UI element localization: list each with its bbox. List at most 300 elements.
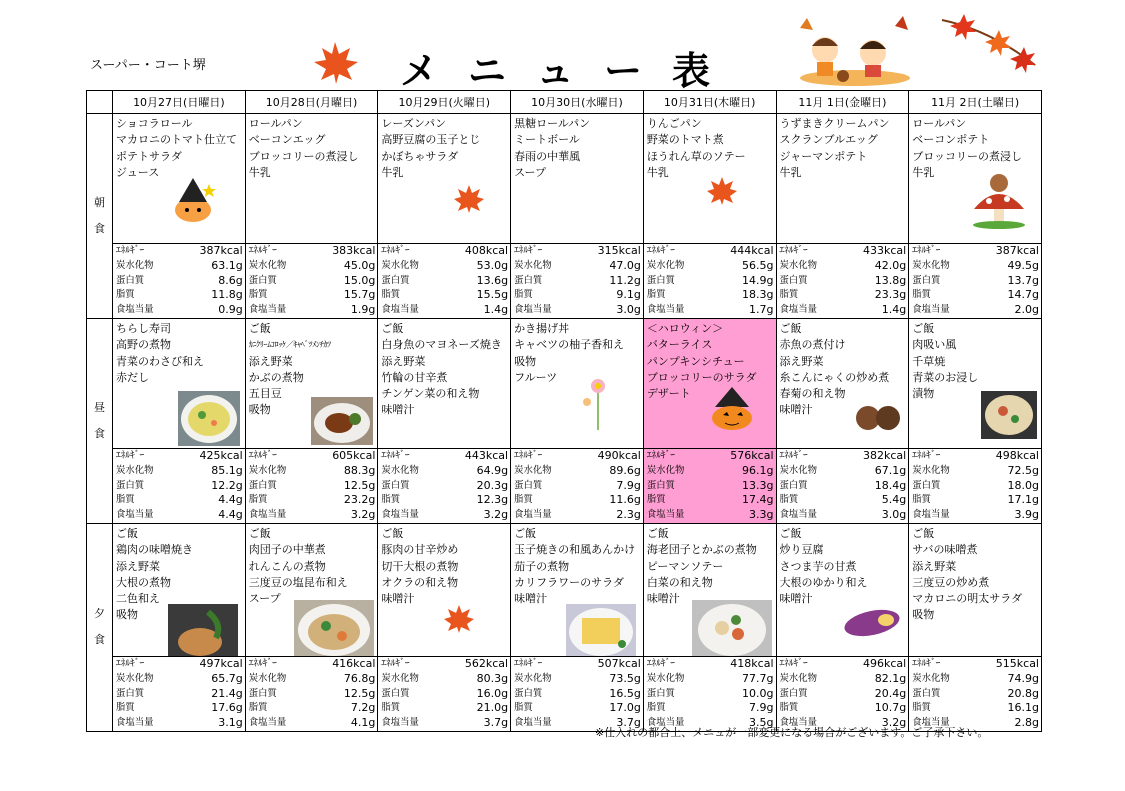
nutrition-kcal (777, 449, 909, 464)
nutrition-kcal (246, 244, 378, 259)
nutrition-label: 炭水化物 (646, 672, 685, 684)
dish-item: ちらし寿司 (116, 321, 171, 335)
meal-label-lunch (87, 318, 113, 523)
nutrition-cell (909, 448, 1042, 523)
nutrition-label: 脂質 (248, 289, 268, 301)
nutrition-fat (246, 493, 378, 508)
nutrition-label: 炭水化物 (116, 259, 154, 271)
nutrition-protein (113, 274, 245, 289)
nutrition-fat (909, 493, 1041, 508)
nutrition-label: 脂質 (381, 289, 401, 301)
dish-item: ご飯 (912, 321, 935, 335)
nutrition-kcal (113, 657, 245, 672)
nutrition-value: 80.3g (476, 671, 509, 685)
meal-row-breakfast (87, 114, 1042, 244)
nutrition-cell (378, 656, 511, 731)
dish-item: ご飯 (381, 321, 404, 335)
nutrition-protein (246, 274, 378, 289)
nutrition-carb (644, 259, 776, 274)
pumpkin-icon (709, 387, 755, 436)
nutrition-value: 12.5g (343, 686, 376, 700)
nutrition-kcal (511, 449, 643, 464)
nutrition-value: 576kcal (730, 448, 774, 462)
dish-item: 黒糖ロールパン (514, 117, 591, 130)
nutrition-label: ｴﾈﾙｷﾞｰ (514, 245, 543, 256)
dish-cell (776, 318, 909, 448)
nutrition-cell (643, 448, 776, 523)
nutrition-value: 13.7g (1007, 273, 1039, 287)
nutrition-label: 食塩当量 (248, 717, 287, 729)
nutrition-row-lunch (87, 448, 1042, 523)
nutrition-carb (909, 464, 1041, 479)
dish-item: 赤魚の煮付け (779, 338, 846, 352)
nutrition-label: 炭水化物 (116, 464, 154, 476)
dish-item: パンプキンシチュー (646, 354, 745, 368)
nutrition-cell (909, 656, 1042, 731)
dish-item: 竹輪の甘辛煮 (381, 370, 448, 384)
nutrition-carb (113, 672, 245, 687)
nutrition-salt (777, 303, 909, 318)
nutrition-kcal (378, 244, 510, 259)
nutrition-label: 脂質 (912, 702, 931, 714)
nutrition-fat (511, 493, 643, 508)
nutrition-label: ｴﾈﾙｷﾞｰ (381, 449, 410, 461)
dish-cell (113, 114, 246, 244)
nutrition-value: 0.9g (218, 303, 243, 317)
nutrition-value: 14.7g (1007, 288, 1039, 302)
nutrition-value: 16.0g (476, 686, 509, 700)
nutrition-label: 炭水化物 (912, 464, 950, 476)
nutrition-value: 315kcal (597, 244, 641, 257)
nutrition-label: 蛋白質 (779, 274, 808, 286)
dish-item: マカロニの明太サラダ (912, 592, 1023, 606)
dish-item: ベーコンポテト (912, 133, 990, 147)
nutrition-value: 45.0g (343, 258, 376, 272)
nutrition-value: 77.7g (742, 671, 774, 685)
nutrition-label: 脂質 (381, 494, 401, 506)
nutrition-fat (113, 493, 245, 508)
nutrition-value: 416kcal (332, 656, 376, 670)
dish-item: 千草焼 (912, 354, 946, 368)
nutrition-protein (113, 479, 245, 494)
nutrition-value: 20.3g (476, 478, 509, 492)
dish-item: 三度豆の炒め煮 (912, 575, 990, 589)
dish-item: 味噌汁 (514, 592, 548, 606)
nutrition-label: 蛋白質 (646, 479, 675, 491)
nutrition-label: 脂質 (912, 289, 931, 301)
nutrition-carb (644, 464, 776, 479)
dish-item: フルーツ (514, 370, 558, 384)
nutrition-label: 食塩当量 (381, 304, 419, 316)
dish-item: うずまきクリームパン (779, 117, 890, 130)
nutrition-kcal (511, 657, 643, 672)
potato-icon (842, 606, 902, 645)
nutrition-label: 蛋白質 (514, 479, 543, 491)
nutrition-salt (246, 508, 378, 523)
meal-label-char: 食 (94, 426, 105, 440)
dish-item: チンゲン菜の和え物 (381, 387, 480, 401)
nutrition-value: 13.3g (742, 478, 774, 492)
nutrition-kcal (246, 449, 378, 464)
nutrition-value: 2.0g (1014, 303, 1039, 317)
dish-item: 高野の煮物 (116, 338, 171, 352)
dish-item: 赤だし (116, 370, 149, 384)
witch-icon (171, 176, 216, 229)
dish-item: スープ (514, 165, 547, 179)
nutrition-value: 515kcal (995, 656, 1039, 670)
dish-cell (245, 523, 378, 656)
nutrition-carb (246, 259, 378, 274)
dish-item: 豚肉の甘辛炒め (381, 543, 459, 557)
nutrition-cell (909, 244, 1042, 319)
dish-cell (776, 523, 909, 656)
nutrition-salt (644, 508, 776, 523)
meal-label-char: 昼 (94, 400, 105, 414)
nutrition-cell (245, 656, 378, 731)
dish-item: ご飯 (779, 526, 802, 540)
nutrition-carb (246, 464, 378, 479)
nutrition-cell (511, 656, 644, 731)
nutrition-value: 444kcal (730, 244, 774, 257)
nutrition-carb (511, 464, 643, 479)
nutrition-label: 炭水化物 (912, 672, 950, 684)
nutrition-value: 387kcal (199, 244, 243, 257)
nutrition-protein (909, 687, 1041, 702)
dish-item: 肉団子の中華煮 (248, 543, 326, 557)
nutrition-carb (378, 672, 510, 687)
nutrition-label: ｴﾈﾙｷﾞｰ (912, 449, 941, 461)
nutrition-value: 15.5g (476, 288, 509, 302)
nutrition-label: 食塩当量 (646, 717, 685, 729)
nutrition-value: 605kcal (332, 448, 376, 462)
nutrition-salt (909, 508, 1041, 523)
nutrition-label: 炭水化物 (779, 672, 818, 684)
nutrition-fat (644, 493, 776, 508)
dish-cell (909, 523, 1042, 656)
nutrition-protein (511, 274, 643, 289)
nutrition-value: 496kcal (863, 656, 907, 670)
date-header: 10月27日(日曜日) (113, 91, 246, 114)
nutrition-label: 炭水化物 (514, 259, 552, 271)
dish-item: さつま芋の甘煮 (779, 559, 857, 573)
nutrition-cell (245, 244, 378, 319)
nutrition-label: 食塩当量 (116, 509, 154, 521)
leaf-icon (453, 184, 485, 219)
nutrition-value: 12.2g (211, 478, 243, 492)
nutrition-value: 12.3g (476, 493, 509, 507)
dish-item: 海老団子とかぶの煮物 (646, 543, 757, 557)
nutrition-label: 食塩当量 (381, 509, 419, 521)
nutrition-label: ｴﾈﾙｷﾞｰ (116, 449, 145, 461)
nutrition-fat (113, 701, 245, 716)
nutrition-cell (776, 656, 909, 731)
dish-item: スープ (248, 592, 281, 606)
nutrition-value: 73.5g (609, 671, 641, 685)
nutrition-fat (378, 701, 510, 716)
nutrition-label: 蛋白質 (248, 274, 277, 286)
nutrition-label: 脂質 (779, 494, 799, 506)
nutrition-label: 蛋白質 (514, 687, 543, 699)
leaf-icon (443, 604, 475, 639)
nutrition-label: 蛋白質 (646, 687, 675, 699)
nutrition-label: ｴﾈﾙｷﾞｰ (912, 657, 941, 669)
dish-item: 茄子の煮物 (514, 559, 570, 573)
nutrition-label: 炭水化物 (116, 672, 154, 684)
nutrition-protein (644, 687, 776, 702)
dish-item: キャベツの柚子香和え (514, 338, 625, 352)
nutrition-salt (113, 303, 245, 318)
nutrition-label: 食塩当量 (912, 717, 950, 729)
nutrition-label: 脂質 (646, 494, 666, 506)
nutrition-label: 蛋白質 (779, 687, 808, 699)
mushroom-icon (969, 169, 1029, 234)
nutrition-salt (378, 508, 510, 523)
nutrition-value: 4.1g (350, 716, 376, 730)
nutrition-protein (246, 479, 378, 494)
dish-item: ご飯 (248, 321, 271, 335)
nutrition-fat (511, 288, 643, 303)
nutrition-kcal (644, 657, 776, 672)
dish-cell (113, 318, 246, 448)
nutrition-label: 炭水化物 (912, 259, 950, 271)
nutrition-label: ｴﾈﾙｷﾞｰ (514, 657, 543, 669)
dish-cell (643, 523, 776, 656)
nutrition-value: 20.8g (1007, 686, 1039, 700)
nutrition-kcal (378, 449, 510, 464)
dish-item: ご飯 (779, 321, 802, 335)
dish-item: かき揚げ丼 (514, 321, 570, 335)
meal-label-breakfast (87, 114, 113, 319)
flower-icon (581, 374, 615, 435)
nutrition-value: 23.2g (343, 493, 376, 507)
nutrition-protein (511, 479, 643, 494)
dish-item: 二色和え (116, 592, 160, 606)
nutrition-label: 炭水化物 (514, 464, 552, 476)
dish-item: 青菜のお浸し (912, 370, 979, 384)
dish-item: オクラの和え物 (381, 575, 459, 589)
nutrition-label: 蛋白質 (381, 479, 410, 491)
nutrition-value: 7.9g (616, 478, 641, 492)
food-photo (311, 397, 373, 449)
nutrition-kcal (378, 657, 510, 672)
nutrition-value: 7.9g (749, 701, 774, 715)
nutrition-label: 炭水化物 (248, 464, 287, 476)
nutrition-carb (378, 464, 510, 479)
maple-leaf-icon (310, 40, 360, 85)
date-header-row (87, 91, 1042, 114)
nutrition-cell (511, 448, 644, 523)
dish-item: ほうれん草のソテー (646, 149, 746, 163)
nutrition-value: 65.7g (211, 671, 243, 685)
dish-item: 大根の煮物 (116, 575, 171, 589)
meal-row-dinner (87, 523, 1042, 656)
nutrition-fat (644, 701, 776, 716)
nutrition-fat (909, 288, 1041, 303)
nutrition-value: 3.2g (350, 508, 376, 522)
corner-cell (87, 91, 113, 114)
nutrition-label: 脂質 (248, 494, 268, 506)
maple-branch-icon (940, 10, 1040, 85)
nutrition-protein (909, 274, 1041, 289)
dish-item: 白身魚のマヨネーズ焼き (381, 338, 502, 352)
nutrition-label: ｴﾈﾙｷﾞｰ (912, 245, 941, 256)
date-header: 10月29日(火曜日) (378, 91, 511, 114)
dish-item: 肉吸い風 (912, 338, 957, 352)
dish-item: ジュース (116, 165, 160, 179)
nutrition-label: 脂質 (116, 289, 135, 301)
dish-cell (909, 318, 1042, 448)
nutrition-salt (378, 303, 510, 318)
nutrition-label: 脂質 (514, 494, 533, 506)
nutrition-value: 507kcal (597, 656, 641, 670)
nutrition-label: ｴﾈﾙｷﾞｰ (514, 449, 543, 461)
nutrition-value: 17.0g (609, 701, 641, 715)
nutrition-cell (113, 448, 246, 523)
nutrition-value: 17.1g (1007, 493, 1039, 507)
dish-item: ご飯 (514, 526, 537, 540)
nutrition-label: 蛋白質 (514, 274, 543, 286)
dish-item: 味噌汁 (381, 592, 415, 606)
nutrition-value: 1.9g (350, 303, 376, 317)
dish-item: レーズンパン (381, 117, 447, 130)
nutrition-value: 3.0g (881, 508, 907, 522)
nutrition-label: 炭水化物 (248, 672, 287, 684)
dish-item: 青菜のわさび和え (116, 354, 204, 368)
dish-cell (245, 114, 378, 244)
nutrition-protein (909, 479, 1041, 494)
nutrition-value: 3.1g (218, 716, 243, 730)
dish-item: ブロッコリーの煮浸し (912, 149, 1022, 163)
dish-item: かぶの煮物 (248, 370, 304, 384)
nutrition-value: 10.7g (874, 701, 907, 715)
nutrition-kcal (113, 244, 245, 259)
dish-item: 牛乳 (381, 165, 404, 179)
nutrition-value: 11.6g (609, 493, 641, 507)
nutrition-value: 7.2g (350, 701, 376, 715)
nutrition-value: 21.4g (211, 686, 243, 700)
dish-item: 切干大根の煮物 (381, 559, 459, 573)
nutrition-cell (378, 448, 511, 523)
nutrition-salt (113, 716, 245, 731)
nutrition-value: 88.3g (343, 463, 376, 477)
nutrition-label: 蛋白質 (248, 479, 277, 491)
nutrition-kcal (246, 657, 378, 672)
nutrition-label: ｴﾈﾙｷﾞｰ (116, 657, 145, 669)
nutrition-label: 炭水化物 (381, 464, 419, 476)
nutrition-value: 387kcal (995, 244, 1039, 257)
nutrition-value: 47.0g (609, 258, 641, 272)
dish-cell (643, 318, 776, 448)
nutrition-value: 3.3g (749, 508, 774, 522)
dish-cell (511, 114, 644, 244)
footer-note: ※仕入れの都合上、メニュが一部変更になる場合がございます。ご了承下さい。 (595, 726, 989, 739)
nutrition-protein (246, 687, 378, 702)
dish-item: 添え野菜 (116, 559, 160, 573)
nutrition-label: 食塩当量 (912, 304, 950, 316)
nutrition-label: 食塩当量 (248, 304, 287, 316)
nutrition-protein (378, 479, 510, 494)
dish-item: ご飯 (381, 526, 404, 540)
dish-item: 春菊の和え物 (779, 387, 846, 401)
dish-item: 糸こんにゃくの炒め煮 (779, 370, 890, 384)
nutrition-label: ｴﾈﾙｷﾞｰ (248, 449, 277, 461)
dish-item: サバの味噌煮 (912, 543, 978, 557)
nutrition-fat (113, 288, 245, 303)
dish-item: 高野豆腐の玉子とじ (381, 133, 481, 147)
nutrition-value: 96.1g (742, 463, 774, 477)
dish-item: 吸物 (514, 354, 537, 368)
nutrition-cell (776, 244, 909, 319)
nutrition-value: 12.5g (343, 478, 376, 492)
dish-item: 牛乳 (646, 165, 669, 179)
nutrition-label: 脂質 (779, 702, 799, 714)
dish-cell (378, 114, 511, 244)
nutrition-label: 食塩当量 (381, 717, 419, 729)
nutrition-carb (777, 464, 909, 479)
nutrition-value: 82.1g (874, 671, 907, 685)
nutrition-protein (378, 687, 510, 702)
food-photo (294, 600, 374, 657)
dish-cell (378, 523, 511, 656)
nutrition-value: 10.0g (742, 686, 774, 700)
nutrition-value: 418kcal (730, 656, 774, 670)
nutrition-value: 1.4g (483, 303, 509, 317)
nutrition-carb (777, 259, 909, 274)
dish-item: 添え野菜 (779, 354, 824, 368)
nutrition-carb (113, 259, 245, 274)
nutrition-label: ｴﾈﾙｷﾞｰ (248, 657, 277, 669)
nutrition-label: 蛋白質 (381, 274, 410, 286)
nutrition-salt (909, 303, 1041, 318)
nutrition-value: 18.4g (874, 478, 907, 492)
dish-item: りんごパン (646, 117, 702, 130)
meal-label-char: 食 (94, 221, 105, 235)
nutrition-protein (777, 479, 909, 494)
nutrition-value: 14.9g (742, 273, 774, 287)
dish-item: 牛乳 (248, 165, 271, 179)
nutrition-value: 17.6g (211, 701, 243, 715)
date-header: 10月30日(水曜日) (511, 91, 644, 114)
nutrition-value: 15.0g (343, 273, 376, 287)
nutrition-kcal (777, 657, 909, 672)
nutrition-value: 11.2g (609, 273, 641, 287)
menu-table (86, 90, 1042, 732)
nutrition-protein (378, 274, 510, 289)
dish-item: 味噌汁 (646, 592, 680, 606)
nutrition-kcal (909, 657, 1041, 672)
nutrition-cell (776, 448, 909, 523)
nutrition-value: 64.9g (476, 463, 509, 477)
nutrition-value: 3.7g (483, 716, 509, 730)
dish-item: ベーコンエッグ (248, 133, 326, 147)
nutrition-protein (644, 274, 776, 289)
nutrition-value: 382kcal (863, 448, 907, 462)
nutrition-label: 脂質 (116, 702, 135, 714)
dish-cell (511, 318, 644, 448)
dish-item: ロールパン (248, 117, 303, 130)
dish-cell (245, 318, 378, 448)
nutrition-value: 408kcal (464, 244, 509, 257)
dish-cell (643, 114, 776, 244)
dish-cell (511, 523, 644, 656)
date-header: 11月 1日(金曜日) (776, 91, 909, 114)
nutrition-fat (246, 701, 378, 716)
nutrition-label: 炭水化物 (381, 259, 419, 271)
dish-item: 白菜の和え物 (646, 575, 713, 589)
nutrition-label: 食塩当量 (514, 509, 552, 521)
dish-item: バターライス (646, 338, 713, 352)
dish-item: 大根のゆかり和え (779, 575, 868, 589)
